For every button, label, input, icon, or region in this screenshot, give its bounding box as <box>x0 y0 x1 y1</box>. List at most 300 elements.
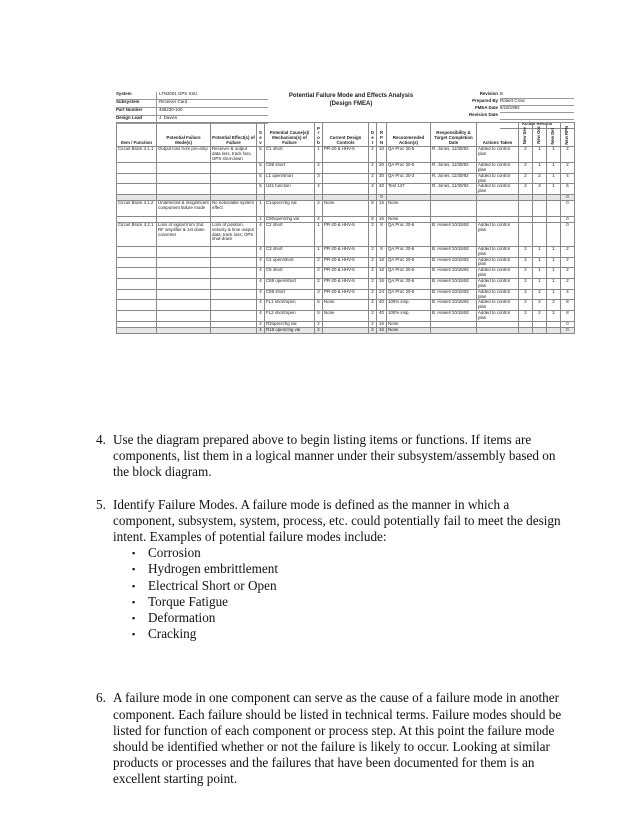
table-cell: C88 open/short <box>265 278 315 289</box>
table-cell: 8 <box>377 222 387 246</box>
fmea-table <box>116 122 575 334</box>
table-row <box>117 173 575 184</box>
list-item: ▪ Cracking <box>132 626 197 642</box>
table-cell <box>431 327 477 333</box>
table-cell: PR-20 & HHV-5 <box>323 278 369 289</box>
column-header: New Occ <box>533 123 547 147</box>
table-cell: 5 <box>257 184 265 195</box>
table-cell: 2 <box>369 327 377 333</box>
table-cell: 2 <box>519 311 533 322</box>
table-cell: 8 <box>377 246 387 257</box>
table-cell: 2 <box>519 173 533 184</box>
table-cell <box>117 163 157 174</box>
table-cell: Added to control plan <box>477 300 519 311</box>
column-header: P r o b <box>315 123 323 147</box>
table-cell: 1 <box>533 163 547 174</box>
table-cell: 2 <box>519 257 533 268</box>
table-cell: 2 <box>547 311 561 322</box>
table-cell: 20 <box>377 163 387 174</box>
table-cell: QA Proc 20-6 <box>387 222 431 246</box>
table-cell: 30 <box>377 173 387 184</box>
table-row <box>117 268 575 279</box>
table-cell: 40 <box>377 184 387 195</box>
table-cell: 3 <box>315 173 323 184</box>
table-row <box>117 147 575 163</box>
table-cell <box>547 222 561 246</box>
table-cell: 16 <box>377 278 387 289</box>
table-cell <box>211 311 257 322</box>
bullet-icon: ▪ <box>132 548 136 559</box>
table-cell: 5 <box>315 300 323 311</box>
table-cell: 16 <box>377 327 387 333</box>
table-row <box>117 200 575 216</box>
table-cell: 4 <box>257 246 265 257</box>
table-cell: 1 <box>315 222 323 246</box>
column-header: R P N <box>377 123 387 147</box>
table-cell: Undetected & insignificant component failure mode <box>157 200 211 216</box>
bullet-icon: ▪ <box>132 596 136 607</box>
table-cell: 16 <box>377 200 387 216</box>
table-cell: C89 short <box>265 289 315 300</box>
table-cell: L1 open/short <box>265 173 315 184</box>
table-cell <box>519 327 533 333</box>
table-cell: None <box>387 200 431 216</box>
table-cell <box>157 327 211 333</box>
table-cell <box>211 173 257 184</box>
table-cell: C1 short <box>265 147 315 163</box>
table-cell: Added to control plan <box>477 173 519 184</box>
header-row: Revision B <box>436 92 574 99</box>
table-cell: 1 <box>257 216 265 222</box>
list-item-6: 6. A failure mode in one component can serve as the cause of a failure mode in another component. Each failure should be listed in technical terms. Failure modes should be listed for function of each component or process step. At this point the failure mode should be identified whether or not the failure is likely to occur. Looking at similar products or processes and the failures that have been documented for them is an excellent starting point. <box>96 690 566 787</box>
table-cell: 2 <box>561 246 575 257</box>
table-cell <box>323 184 369 195</box>
table-cell <box>211 246 257 257</box>
table-cell: 5 <box>257 163 265 174</box>
table-cell: 16 <box>377 257 387 268</box>
table-cell: None <box>387 321 431 327</box>
table-cell <box>211 278 257 289</box>
table-cell: Added to control plan <box>477 289 519 300</box>
table-cell <box>533 327 547 333</box>
table-cell: 0 <box>561 327 575 333</box>
list-item: ▪ Torque Fatigue <box>132 593 229 609</box>
table-cell: 2 <box>369 289 377 300</box>
table-cell: 4 <box>257 257 265 268</box>
table-cell: 5 <box>257 173 265 184</box>
table-cell <box>117 311 157 322</box>
table-cell: U21 function <box>265 184 315 195</box>
table-cell: Circuit Block 4.1.2 <box>117 200 157 216</box>
column-header: D e t <box>369 123 377 147</box>
table-cell: 2 <box>561 268 575 279</box>
table-cell: 2 <box>315 257 323 268</box>
table-cell: B. Howell 10/15/92 <box>431 300 477 311</box>
table-cell: 2 <box>561 257 575 268</box>
table-cell <box>157 257 211 268</box>
table-cell: 2 <box>519 184 533 195</box>
table-cell: 16 <box>377 321 387 327</box>
table-cell: 1 <box>257 200 265 216</box>
table-cell: QA Proc 20-3 <box>387 173 431 184</box>
table-cell: 2 <box>519 289 533 300</box>
table-cell: PR-20 & HHV-5 <box>323 222 369 246</box>
failure-modes-list <box>96 545 566 642</box>
table-cell <box>157 163 211 174</box>
table-cell: 2 <box>315 321 323 327</box>
table-cell: 2 <box>369 147 377 163</box>
table-cell: C1open/chg val <box>265 200 315 216</box>
table-cell: 1 <box>547 278 561 289</box>
table-row <box>117 246 575 257</box>
table-cell: 1 <box>547 163 561 174</box>
table-cell: PR-20 & HHV-5 <box>323 289 369 300</box>
table-cell: 2 <box>561 163 575 174</box>
table-cell: 6 <box>561 184 575 195</box>
table-cell <box>157 278 211 289</box>
table-cell: QA Proc 20-6 <box>387 257 431 268</box>
table-cell: 2 <box>315 200 323 216</box>
table-cell: 0 <box>561 200 575 216</box>
table-cell: 1 <box>547 147 561 163</box>
table-cell: PR-20 & HHV-5 <box>323 246 369 257</box>
table-cell <box>117 268 157 279</box>
table-cell <box>431 200 477 216</box>
action-results-caption: Action Results <box>500 122 574 129</box>
table-cell: Output loss from pre-amp <box>157 147 211 163</box>
table-cell: 8 <box>561 300 575 311</box>
table-cell: 2 <box>315 163 323 174</box>
table-cell: QA Proc 20-6 <box>387 246 431 257</box>
table-cell: Added to control plan <box>477 257 519 268</box>
table-cell: 2 <box>369 173 377 184</box>
table-cell: Added to control plan <box>477 246 519 257</box>
table-cell: Added to control plan <box>477 268 519 279</box>
table-cell: B. Howell 10/15/92 <box>431 278 477 289</box>
paragraph: A failure mode in one component can serve as the cause of a failure mode in another component. Each failure should be listed in technical terms. Failure modes should be listed for function of each component or process step. At this point the failure mode should be identified whether or not the failure is likely to occur. Looking at similar products or processes and the failures that have been documented for them is an excellent starting point. <box>113 690 562 787</box>
table-cell: 1 <box>533 268 547 279</box>
body-text <box>96 432 566 788</box>
table-cell: 2 <box>369 163 377 174</box>
bullet-icon: ▪ <box>132 629 136 640</box>
table-cell <box>211 300 257 311</box>
table-cell: PR-20 & HHV-5 <box>323 257 369 268</box>
paragraph: Identify Failure Modes. A failure mode is defined as the manner in which a component, subsystem, system, process, etc. could potentially fail to meet the design intent. Examples of potential failure modes include: <box>113 496 561 545</box>
table-cell: No noticeable system effect <box>211 200 257 216</box>
table-cell <box>157 246 211 257</box>
table-cell: 4 <box>257 321 265 327</box>
table-cell: 1 <box>547 268 561 279</box>
table-cell: None <box>323 300 369 311</box>
table-cell: R. Jones, 11/30/92 <box>431 184 477 195</box>
bullet-icon: ▪ <box>132 613 136 624</box>
table-cell <box>157 173 211 184</box>
table-cell: 1 <box>533 278 547 289</box>
table-cell: 5 <box>257 147 265 163</box>
column-header: Potential Cause(s)/ Mechanism(s) of Failure <box>265 123 315 147</box>
table-cell: 2 <box>533 311 547 322</box>
table-cell: Circuit Block 4.2.1 <box>117 222 157 246</box>
table-cell <box>211 327 257 333</box>
table-row <box>117 289 575 300</box>
table-cell: 1 <box>547 289 561 300</box>
table-cell: 4 <box>257 222 265 246</box>
table-cell: 3 <box>533 184 547 195</box>
table-cell: QA Proc 20-6 <box>387 147 431 163</box>
table-cell: 16 <box>377 268 387 279</box>
fmea-header-left <box>116 92 268 124</box>
table-cell: 2 <box>369 184 377 195</box>
table-cell: 0 <box>561 195 575 201</box>
table-cell <box>117 246 157 257</box>
table-cell <box>323 173 369 184</box>
table-cell: 4 <box>257 289 265 300</box>
table-cell: R. Jones, 11/30/92 <box>431 147 477 163</box>
table-row <box>117 300 575 311</box>
table-cell: None <box>323 200 369 216</box>
table-cell: 10 <box>377 147 387 163</box>
table-cell <box>211 163 257 174</box>
fmea-header-right <box>436 92 574 120</box>
table-cell <box>117 300 157 311</box>
table-cell: Added to control plan <box>477 222 519 246</box>
table-cell <box>117 289 157 300</box>
table-cell: R3open/chg val <box>265 321 315 327</box>
table-cell: 0 <box>561 222 575 246</box>
table-cell: 1 <box>533 246 547 257</box>
column-header: Responsibility & Target Completion Date <box>431 123 477 147</box>
table-cell <box>323 327 369 333</box>
table-row <box>117 222 575 246</box>
table-cell <box>157 311 211 322</box>
table-cell: 2 <box>519 300 533 311</box>
table-cell: 4 <box>257 278 265 289</box>
table-cell: 2 <box>315 278 323 289</box>
table-cell: None <box>387 327 431 333</box>
table-cell: 0 <box>561 216 575 222</box>
table-cell <box>117 173 157 184</box>
table-cell <box>477 327 519 333</box>
table-cell: C4 open/short <box>265 257 315 268</box>
table-cell: Test 147 <box>387 184 431 195</box>
table-cell: PR-20 & HHV-5 <box>323 147 369 163</box>
table-cell: 0 <box>561 321 575 327</box>
list-item-4: 4. Use the diagram prepared above to begin listing items or functions. If items are components, list them in a logical manner under their subsystem/assembly based on the block diagram. <box>96 432 566 481</box>
table-cell: R18 open/chg val <box>265 327 315 333</box>
table-cell: C2 short <box>265 222 315 246</box>
column-header: Recommended Action(s) <box>387 123 431 147</box>
table-cell: 100% insp. <box>387 311 431 322</box>
fmea-worksheet <box>116 92 574 426</box>
table-cell: 1 <box>533 147 547 163</box>
table-cell: 2 <box>315 327 323 333</box>
table-cell: B. Howell 10/15/92 <box>431 289 477 300</box>
table-cell: 16 <box>377 216 387 222</box>
table-cell: 4 <box>561 289 575 300</box>
table-cell: 4 <box>257 311 265 322</box>
table-cell: 0 <box>377 195 387 201</box>
table-cell: 2 <box>315 268 323 279</box>
table-cell <box>323 163 369 174</box>
table-cell: 2 <box>369 257 377 268</box>
table-cell: QA Proc 20-6 <box>387 163 431 174</box>
table-cell <box>157 184 211 195</box>
table-cell: Circuit Block 4.1.1 <box>117 147 157 163</box>
column-header: New Det <box>547 123 561 147</box>
table-cell: C5 short <box>265 268 315 279</box>
table-cell: B. Howell 10/15/92 <box>431 257 477 268</box>
table-cell: 2 <box>519 163 533 174</box>
table-cell <box>211 257 257 268</box>
table-cell <box>157 268 211 279</box>
table-cell: 2 <box>369 311 377 322</box>
table-cell: B. Howell 10/15/92 <box>431 246 477 257</box>
list-item: ▪ Hydrogen embrittlement <box>132 561 279 577</box>
table-row <box>117 278 575 289</box>
table-header-row <box>117 123 575 147</box>
table-cell: 2 <box>547 300 561 311</box>
table-cell: 40 <box>377 311 387 322</box>
paragraph: Use the diagram prepared above to begin listing items or functions. If items are components, list them in a logical manner under their subsystem/assembly based on the block diagram. <box>113 432 556 480</box>
list-item: ▪ Corrosion <box>132 545 201 561</box>
table-cell: 2 <box>561 278 575 289</box>
table-cell <box>117 257 157 268</box>
table-cell <box>157 289 211 300</box>
list-item: ▪ Electrical Short or Open <box>132 577 277 593</box>
table-cell: 5 <box>315 311 323 322</box>
table-cell: 2 <box>369 222 377 246</box>
table-cell: 8 <box>369 216 377 222</box>
table-cell: PR-20 & HHV-5 <box>323 268 369 279</box>
column-header: New RPN <box>561 123 575 147</box>
list-item-5: 5. Identify Failure Modes. A failure mode is defined as the manner in which a component, subsystem, system, process, etc. could potentially fail to meet the design intent. Examples of potential failure modes include: <box>96 497 566 546</box>
column-header: Potential Effect(s) of Failure <box>211 123 257 147</box>
table-cell <box>117 327 157 333</box>
list-item: ▪ Deformation <box>132 610 216 626</box>
header-row: Prepared By Robert Crow <box>436 99 574 106</box>
table-cell: C80open/chg val <box>265 216 315 222</box>
table-row <box>117 163 575 174</box>
table-cell <box>477 200 519 216</box>
table-cell: Loss of position, velocity & time output data; track loss; OPS shut-down <box>211 222 257 246</box>
table-cell: 24 <box>377 289 387 300</box>
table-cell: C88 short <box>265 163 315 174</box>
table-cell: 2 <box>369 246 377 257</box>
table-cell: 3 <box>315 289 323 300</box>
table-cell <box>519 222 533 246</box>
table-cell: 8 <box>369 200 377 216</box>
table-cell: Added to control plan <box>477 311 519 322</box>
table-cell: 4 <box>257 300 265 311</box>
table-cell: 2 <box>519 246 533 257</box>
table-cell: Added to control plan <box>477 278 519 289</box>
table-cell: 2 <box>519 147 533 163</box>
table-cell: 4 <box>257 327 265 333</box>
table-cell <box>117 184 157 195</box>
table-cell: 2 <box>533 300 547 311</box>
table-cell: 2 <box>369 300 377 311</box>
header-row: Part Number 466230-100 <box>116 108 268 116</box>
table-cell <box>533 200 547 216</box>
table-cell <box>547 200 561 216</box>
table-cell: 2 <box>369 268 377 279</box>
table-cell: R. Jones, 11/30/92 <box>431 163 477 174</box>
table-cell: QA Proc 20-6 <box>387 278 431 289</box>
table-cell: 2 <box>533 289 547 300</box>
table-cell <box>157 300 211 311</box>
bullet-icon: ▪ <box>132 564 136 575</box>
header-row: Design Lead J. Davies <box>116 116 268 124</box>
table-row <box>117 184 575 195</box>
table-cell: Added to control plan <box>477 147 519 163</box>
table-cell: B. Howell 10/15/92 <box>431 311 477 322</box>
header-row: Subsystem Receiver Card <box>116 100 268 108</box>
table-cell: 1 <box>547 184 561 195</box>
column-header: Actions Taken <box>477 123 519 147</box>
table-cell: 8 <box>561 311 575 322</box>
table-cell: Loss of signal from 2nd RF amplifier & 1st down converter <box>157 222 211 246</box>
table-cell: 2 <box>519 268 533 279</box>
table-cell <box>519 200 533 216</box>
column-header: Current Design Controls <box>323 123 369 147</box>
table-row <box>117 311 575 322</box>
table-cell <box>117 278 157 289</box>
column-header: Potential Failure Mode(s) <box>157 123 211 147</box>
table-cell: 2 <box>533 173 547 184</box>
header-row: System LTN2001 GPS SSU <box>116 92 268 100</box>
table-cell: 2 <box>369 278 377 289</box>
table-cell: 1 <box>547 257 561 268</box>
table-cell: R. Jones, 11/30/92 <box>431 173 477 184</box>
table-cell: 1 <box>547 246 561 257</box>
table-cell: Added to control plan <box>477 184 519 195</box>
table-cell: FL1 short/open <box>265 300 315 311</box>
table-cell: 1 <box>315 246 323 257</box>
table-row <box>117 327 575 333</box>
table-cell: Receiver & output data loss, track loss, OPS shut-down <box>211 147 257 163</box>
table-cell: 40 <box>377 300 387 311</box>
table-cell: B. Howell 10/15/92 <box>431 268 477 279</box>
table-cell <box>211 184 257 195</box>
table-cell <box>547 327 561 333</box>
table-cell: None <box>323 311 369 322</box>
fmea-title: Potential Failure Mode and Effects Analysis (Design FMEA) <box>288 93 414 107</box>
column-header: Item / Function <box>117 123 157 147</box>
table-cell: 2 <box>369 321 377 327</box>
table-cell <box>533 222 547 246</box>
table-cell <box>211 268 257 279</box>
table-cell <box>211 289 257 300</box>
table-cell: 2 <box>519 278 533 289</box>
table-cell: 100% insp. <box>387 300 431 311</box>
table-cell: C3 short <box>265 246 315 257</box>
table-cell: QA Proc 20-6 <box>387 289 431 300</box>
table-row <box>117 257 575 268</box>
header-row: FMEA Date 8/18/1992 <box>436 106 574 113</box>
table-cell: Added to control plan <box>477 163 519 174</box>
table-cell: None <box>387 216 431 222</box>
table-cell: 2 <box>561 147 575 163</box>
table-cell: 4 <box>257 268 265 279</box>
table-cell: QA Proc 20-6 <box>387 268 431 279</box>
column-header: New Sev <box>519 123 533 147</box>
table-cell: 2 <box>315 216 323 222</box>
table-cell: 4 <box>561 173 575 184</box>
column-header: S e v <box>257 123 265 147</box>
table-cell: 1 <box>533 257 547 268</box>
bullet-icon: ▪ <box>132 580 136 591</box>
table-cell: 1 <box>315 147 323 163</box>
